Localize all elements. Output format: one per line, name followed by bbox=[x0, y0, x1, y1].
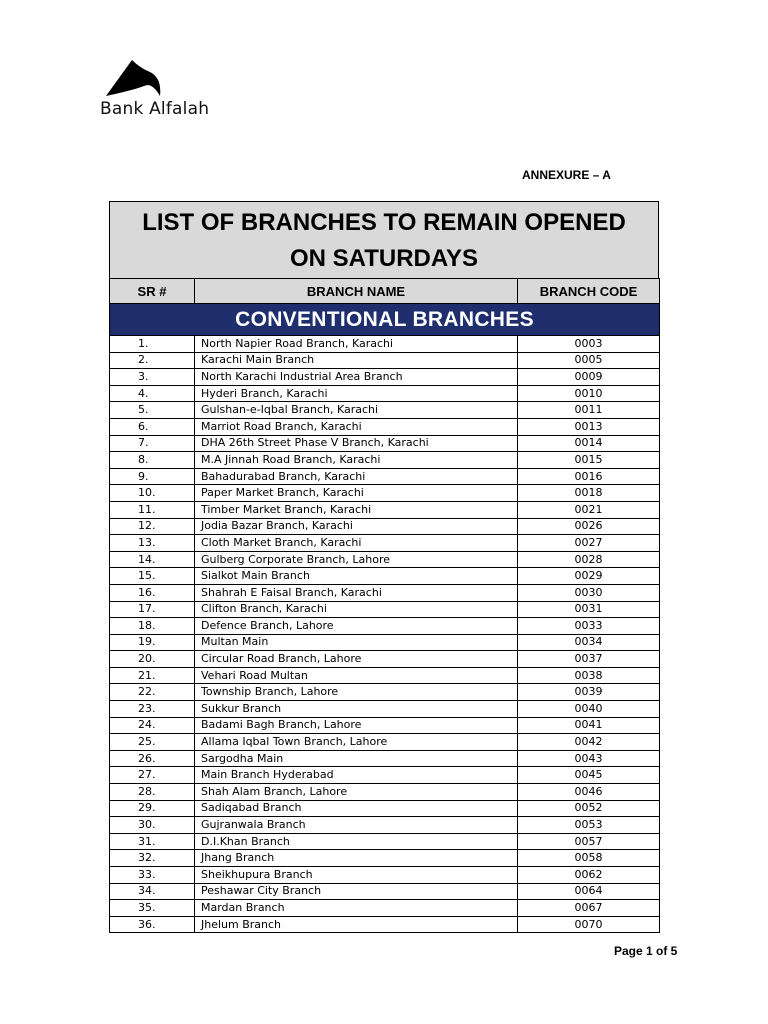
row-sr: 22. bbox=[110, 684, 195, 701]
row-branch-name: Sadiqabad Branch bbox=[195, 800, 518, 817]
row-branch-code: 0033 bbox=[518, 618, 660, 635]
table-title-line1: LIST OF BRANCHES TO REMAIN OPENED bbox=[142, 209, 626, 236]
row-sr: 17. bbox=[110, 601, 195, 618]
table-row bbox=[110, 800, 660, 817]
row-sr: 11. bbox=[110, 501, 195, 518]
branch-table bbox=[109, 278, 660, 933]
row-branch-code: 0030 bbox=[518, 584, 660, 601]
table-row bbox=[110, 501, 660, 518]
row-branch-name: Cloth Market Branch, Karachi bbox=[195, 535, 518, 552]
table-row bbox=[110, 784, 660, 801]
table-row bbox=[110, 667, 660, 684]
row-branch-code: 0052 bbox=[518, 800, 660, 817]
bank-logo bbox=[100, 58, 250, 124]
row-branch-name: Gulberg Corporate Branch, Lahore bbox=[195, 551, 518, 568]
row-sr: 5. bbox=[110, 402, 195, 419]
row-sr: 3. bbox=[110, 369, 195, 386]
row-branch-name: Multan Main bbox=[195, 634, 518, 651]
table-row bbox=[110, 717, 660, 734]
row-branch-name: Gujranwala Branch bbox=[195, 817, 518, 834]
row-branch-name: Shahrah E Faisal Branch, Karachi bbox=[195, 584, 518, 601]
row-sr: 10. bbox=[110, 485, 195, 502]
table-row bbox=[110, 385, 660, 402]
table-row bbox=[110, 817, 660, 834]
row-sr: 1. bbox=[110, 336, 195, 353]
row-branch-code: 0016 bbox=[518, 468, 660, 485]
table-title-line2: ON SATURDAYS bbox=[289, 245, 479, 272]
row-branch-code: 0045 bbox=[518, 767, 660, 784]
row-sr: 24. bbox=[110, 717, 195, 734]
table-row bbox=[110, 850, 660, 867]
table-row bbox=[110, 402, 660, 419]
row-branch-name: Sukkur Branch bbox=[195, 701, 518, 718]
table-row bbox=[110, 618, 660, 635]
row-branch-code: 0021 bbox=[518, 501, 660, 518]
row-sr: 14. bbox=[110, 551, 195, 568]
row-branch-name: Defence Branch, Lahore bbox=[195, 618, 518, 635]
header-sr: SR # bbox=[110, 279, 195, 304]
row-branch-name: Jodia Bazar Branch, Karachi bbox=[195, 518, 518, 535]
row-sr: 23. bbox=[110, 701, 195, 718]
table-row bbox=[110, 883, 660, 900]
row-sr: 28. bbox=[110, 784, 195, 801]
row-branch-code: 0070 bbox=[518, 916, 660, 933]
table-row bbox=[110, 535, 660, 552]
row-sr: 15. bbox=[110, 568, 195, 585]
row-branch-code: 0058 bbox=[518, 850, 660, 867]
annexure-label: ANNEXURE – A bbox=[522, 168, 611, 182]
header-branch-code: BRANCH CODE bbox=[518, 279, 660, 304]
row-sr: 26. bbox=[110, 750, 195, 767]
row-sr: 31. bbox=[110, 833, 195, 850]
row-sr: 4. bbox=[110, 385, 195, 402]
row-branch-name: Hyderi Branch, Karachi bbox=[195, 385, 518, 402]
table-row bbox=[110, 435, 660, 452]
row-sr: 19. bbox=[110, 634, 195, 651]
row-branch-code: 0041 bbox=[518, 717, 660, 734]
table-title bbox=[109, 201, 659, 278]
row-branch-name: Mardan Branch bbox=[195, 900, 518, 917]
table-row bbox=[110, 734, 660, 751]
section-title: CONVENTIONAL BRANCHES bbox=[110, 304, 660, 336]
row-sr: 34. bbox=[110, 883, 195, 900]
row-branch-name: Karachi Main Branch bbox=[195, 352, 518, 369]
table-row bbox=[110, 767, 660, 784]
row-sr: 8. bbox=[110, 452, 195, 469]
row-branch-code: 0014 bbox=[518, 435, 660, 452]
row-branch-name: North Napier Road Branch, Karachi bbox=[195, 336, 518, 353]
row-sr: 12. bbox=[110, 518, 195, 535]
row-branch-name: D.I.Khan Branch bbox=[195, 833, 518, 850]
table-row bbox=[110, 651, 660, 668]
row-sr: 16. bbox=[110, 584, 195, 601]
row-sr: 6. bbox=[110, 418, 195, 435]
table-row bbox=[110, 634, 660, 651]
row-sr: 36. bbox=[110, 916, 195, 933]
table-row bbox=[110, 418, 660, 435]
row-branch-name: North Karachi Industrial Area Branch bbox=[195, 369, 518, 386]
row-branch-name: Sialkot Main Branch bbox=[195, 568, 518, 585]
row-branch-code: 0011 bbox=[518, 402, 660, 419]
row-branch-code: 0040 bbox=[518, 701, 660, 718]
page-number: Page 1 of 5 bbox=[614, 944, 678, 958]
table-row bbox=[110, 336, 660, 353]
row-branch-code: 0010 bbox=[518, 385, 660, 402]
row-branch-code: 0042 bbox=[518, 734, 660, 751]
row-sr: 29. bbox=[110, 800, 195, 817]
table-row bbox=[110, 833, 660, 850]
row-branch-name: M.A Jinnah Road Branch, Karachi bbox=[195, 452, 518, 469]
row-branch-name: Marriot Road Branch, Karachi bbox=[195, 418, 518, 435]
table-row bbox=[110, 900, 660, 917]
table-row bbox=[110, 701, 660, 718]
row-branch-code: 0037 bbox=[518, 651, 660, 668]
row-sr: 20. bbox=[110, 651, 195, 668]
row-branch-code: 0057 bbox=[518, 833, 660, 850]
row-sr: 30. bbox=[110, 817, 195, 834]
table-row bbox=[110, 468, 660, 485]
row-branch-code: 0005 bbox=[518, 352, 660, 369]
logo-text: Bank Alfalah bbox=[100, 99, 210, 119]
row-branch-name: DHA 26th Street Phase V Branch, Karachi bbox=[195, 435, 518, 452]
row-branch-code: 0031 bbox=[518, 601, 660, 618]
row-branch-code: 0028 bbox=[518, 551, 660, 568]
row-sr: 2. bbox=[110, 352, 195, 369]
row-branch-name: Badami Bagh Branch, Lahore bbox=[195, 717, 518, 734]
branch-table-container bbox=[109, 201, 659, 933]
table-row bbox=[110, 601, 660, 618]
table-row bbox=[110, 684, 660, 701]
bank-alfalah-logo-mark-icon bbox=[104, 58, 164, 98]
row-branch-code: 0039 bbox=[518, 684, 660, 701]
row-branch-name: Sheikhupura Branch bbox=[195, 867, 518, 884]
row-branch-code: 0018 bbox=[518, 485, 660, 502]
table-row bbox=[110, 352, 660, 369]
row-branch-code: 0003 bbox=[518, 336, 660, 353]
row-branch-code: 0053 bbox=[518, 817, 660, 834]
table-row bbox=[110, 867, 660, 884]
row-branch-name: Jhelum Branch bbox=[195, 916, 518, 933]
row-branch-name: Timber Market Branch, Karachi bbox=[195, 501, 518, 518]
row-branch-code: 0062 bbox=[518, 867, 660, 884]
header-branch-name: BRANCH NAME bbox=[195, 279, 518, 304]
row-sr: 27. bbox=[110, 767, 195, 784]
row-branch-name: Peshawar City Branch bbox=[195, 883, 518, 900]
table-row bbox=[110, 551, 660, 568]
section-row bbox=[110, 304, 660, 336]
row-branch-code: 0027 bbox=[518, 535, 660, 552]
table-row bbox=[110, 369, 660, 386]
row-branch-name: Bahadurabad Branch, Karachi bbox=[195, 468, 518, 485]
row-sr: 35. bbox=[110, 900, 195, 917]
row-branch-code: 0038 bbox=[518, 667, 660, 684]
row-branch-code: 0067 bbox=[518, 900, 660, 917]
row-sr: 21. bbox=[110, 667, 195, 684]
row-sr: 7. bbox=[110, 435, 195, 452]
row-branch-name: Clifton Branch, Karachi bbox=[195, 601, 518, 618]
row-sr: 32. bbox=[110, 850, 195, 867]
table-row bbox=[110, 485, 660, 502]
row-branch-code: 0009 bbox=[518, 369, 660, 386]
row-branch-name: Sargodha Main bbox=[195, 750, 518, 767]
row-branch-code: 0046 bbox=[518, 784, 660, 801]
table-row bbox=[110, 568, 660, 585]
row-branch-name: Paper Market Branch, Karachi bbox=[195, 485, 518, 502]
row-branch-name: Gulshan-e-Iqbal Branch, Karachi bbox=[195, 402, 518, 419]
table-row bbox=[110, 584, 660, 601]
row-branch-name: Circular Road Branch, Lahore bbox=[195, 651, 518, 668]
branch-rows bbox=[110, 336, 660, 933]
table-row bbox=[110, 518, 660, 535]
row-branch-code: 0013 bbox=[518, 418, 660, 435]
row-branch-name: Allama Iqbal Town Branch, Lahore bbox=[195, 734, 518, 751]
table-row bbox=[110, 916, 660, 933]
table-row bbox=[110, 452, 660, 469]
header-row bbox=[110, 279, 660, 304]
row-branch-code: 0026 bbox=[518, 518, 660, 535]
row-branch-name: Main Branch Hyderabad bbox=[195, 767, 518, 784]
row-sr: 13. bbox=[110, 535, 195, 552]
row-sr: 33. bbox=[110, 867, 195, 884]
row-sr: 9. bbox=[110, 468, 195, 485]
row-branch-code: 0064 bbox=[518, 883, 660, 900]
table-row bbox=[110, 750, 660, 767]
row-branch-code: 0029 bbox=[518, 568, 660, 585]
row-branch-name: Vehari Road Multan bbox=[195, 667, 518, 684]
row-branch-name: Jhang Branch bbox=[195, 850, 518, 867]
row-branch-code: 0043 bbox=[518, 750, 660, 767]
row-branch-code: 0015 bbox=[518, 452, 660, 469]
row-branch-name: Township Branch, Lahore bbox=[195, 684, 518, 701]
row-sr: 18. bbox=[110, 618, 195, 635]
row-branch-code: 0034 bbox=[518, 634, 660, 651]
row-branch-name: Shah Alam Branch, Lahore bbox=[195, 784, 518, 801]
row-sr: 25. bbox=[110, 734, 195, 751]
